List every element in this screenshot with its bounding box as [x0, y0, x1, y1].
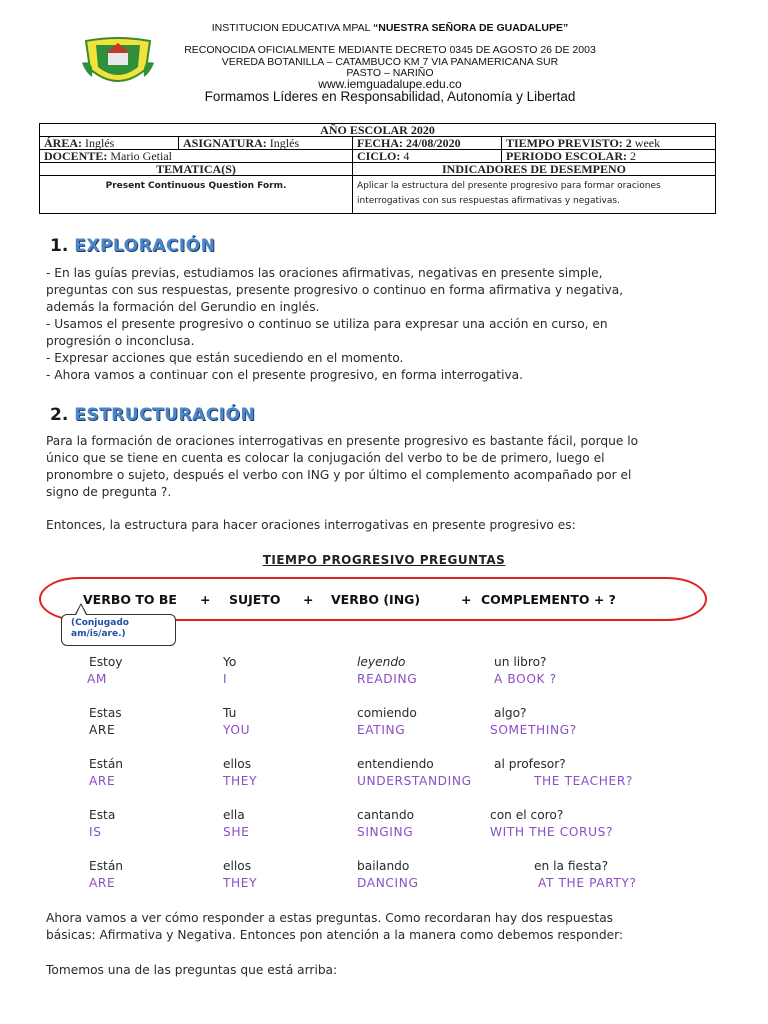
example-subject-en: I: [223, 672, 228, 686]
paragraph-line: preguntas con sus respuestas, presente progresivo o continuo en forma afirmativa y negativa,: [46, 283, 624, 297]
paragraph-line: - En las guías previas, estudiamos las oraciones afirmativas, negativas en presente simple,: [46, 266, 603, 280]
example-gerund-en: DANCING: [357, 876, 419, 890]
example-subject-es: ellos: [223, 859, 252, 873]
example-verb-en: ARE: [89, 723, 116, 737]
example-gerund-en: READING: [357, 672, 418, 686]
section-2-body: [46, 433, 736, 501]
section-2-number: 2.: [50, 405, 69, 425]
example-gerund-es: comiendo: [357, 706, 417, 720]
period-cell: PERIODO ESCOLAR: 2: [502, 150, 716, 163]
section-1-title: EXPLORACIÓN: [74, 236, 216, 256]
date-cell: FECHA: 24/08/2020: [353, 137, 502, 150]
paragraph-line: Tomemos una de las preguntas que está arriba:: [46, 963, 338, 977]
example-complement-es: con el coro?: [490, 808, 564, 822]
course-info-table: [39, 123, 716, 214]
indicator-cell: Aplicar la estructura del presente progresivo para formar oraciones interrogativas con sus respuestas afirmativas y negativas.: [353, 176, 716, 214]
example-complement-en: THE TEACHER?: [534, 774, 633, 788]
example-complement-en: A BOOK ?: [494, 672, 557, 686]
example-gerund-es: entendiendo: [357, 757, 434, 771]
callout-tail-fill: [76, 605, 86, 615]
formula-plus: +: [461, 592, 472, 607]
example-verb-es: Estoy: [89, 655, 123, 669]
website-link[interactable]: www.iemguadalupe.edu.co: [318, 77, 462, 91]
address-line: VEREDA BOTANILLA – CATAMBUCO KM 7 VIA PANAMERICANA SUR: [221, 56, 559, 68]
paragraph-line: además la formación del Gerundio en inglés.: [46, 300, 320, 314]
section-1-heading: [50, 236, 215, 256]
example-gerund-en: SINGING: [357, 825, 414, 839]
example-verb-en: ARE: [89, 774, 116, 788]
structure-title: TIEMPO PROGRESIVO PREGUNTAS: [262, 553, 506, 567]
example-complement-es: algo?: [494, 706, 527, 720]
cycle-cell: CICLO: 4: [353, 150, 502, 163]
formula-verb-ing: VERBO (ING): [331, 592, 421, 607]
section-1-body: [46, 265, 736, 384]
school-crest-logo: [82, 33, 154, 91]
example-complement-en: WITH THE CORUS?: [490, 825, 614, 839]
paragraph-line: Entonces, la estructura para hacer oraciones interrogativas en presente progresivo es:: [46, 518, 576, 532]
section-1-number: 1.: [50, 236, 69, 256]
example-verb-en: ARE: [89, 876, 116, 890]
example-verb-es: Están: [89, 757, 124, 771]
subject-cell: ASIGNATURA: Inglés: [179, 137, 353, 150]
example-complement-es: al profesor?: [494, 757, 566, 771]
example-gerund-es: bailando: [357, 859, 410, 873]
section-2-title: ESTRUCTURACIÓN: [74, 405, 256, 425]
area-cell: ÁREA: Inglés: [40, 137, 179, 150]
paragraph-line: - Expresar acciones que están sucediendo en el momento.: [46, 351, 404, 365]
formula-complement: COMPLEMENTO + ?: [481, 592, 616, 607]
example-verb-es: Estas: [89, 706, 122, 720]
example-complement-en: AT THE PARTY?: [538, 876, 637, 890]
example-gerund-es: leyendo: [357, 655, 406, 669]
time-cell: TIEMPO PREVISTO: 2 week: [502, 137, 716, 150]
example-subject-es: ellos: [223, 757, 252, 771]
indicators-header: INDICADORES DE DESEMPENO: [353, 163, 716, 176]
example-subject-es: Tu: [223, 706, 237, 720]
example-gerund-es: cantando: [357, 808, 415, 822]
structure-intro: [46, 517, 736, 534]
teacher-cell: DOCENTE: Mario Getial: [40, 150, 353, 163]
example-subject-en: THEY: [223, 876, 258, 890]
example-complement-es: un libro?: [494, 655, 547, 669]
paragraph-line: signo de pregunta ?.: [46, 485, 172, 499]
example-complement-es: en la fiesta?: [534, 859, 609, 873]
school-motto: Formamos Líderes en Responsabilidad, Autonomía y Libertad: [204, 89, 576, 104]
example-verb-es: Están: [89, 859, 124, 873]
example-subject-en: YOU: [223, 723, 251, 737]
example-gerund-en: UNDERSTANDING: [357, 774, 472, 788]
formula-plus: +: [200, 592, 211, 607]
paragraph-line: Ahora vamos a ver cómo responder a estas preguntas. Como recordaran hay dos respuestas: [46, 911, 614, 925]
example-gerund-en: EATING: [357, 723, 406, 737]
example-subject-es: ella: [223, 808, 245, 822]
city-line: PASTO – NARIÑO: [346, 67, 434, 79]
section-2-heading: [50, 405, 255, 425]
closing-body: [46, 910, 736, 944]
example-verb-es: Esta: [89, 808, 116, 822]
conjugation-callout: [61, 614, 176, 646]
formula-plus: +: [303, 592, 314, 607]
paragraph-line: básicas: Afirmativa y Negativa. Entonces pon atención a la manera como debemos responder:: [46, 928, 624, 942]
school-year-cell: AÑO ESCOLAR 2020: [40, 124, 716, 137]
example-complement-en: SOMETHING?: [490, 723, 577, 737]
school-name-line: INSTITUCION EDUCATIVA MPAL “NUESTRA SEÑORA DE GUADALUPE”: [211, 22, 569, 34]
example-verb-en: AM: [87, 672, 108, 686]
paragraph-line: único que se tiene en cuenta es colocar la conjugación del verbo to be de primero, luego el: [46, 451, 605, 465]
topic-cell: Present Continuous Question Form.: [40, 176, 353, 214]
decree-line: RECONOCIDA OFICIALMENTE MEDIANTE DECRETO 0345 DE AGOSTO 26 DE 2003: [184, 44, 596, 56]
topics-header: TEMATICA(S): [40, 163, 353, 176]
closing-last: [46, 962, 736, 979]
example-subject-en: THEY: [223, 774, 258, 788]
example-subject-en: SHE: [223, 825, 250, 839]
example-subject-es: Yo: [223, 655, 237, 669]
paragraph-line: Para la formación de oraciones interrogativas en presente progresivo es bastante fácil, porque lo: [46, 434, 639, 448]
paragraph-line: - Ahora vamos a continuar con el presente progresivo, en forma interrogativa.: [46, 368, 524, 382]
paragraph-line: progresión o inconclusa.: [46, 334, 195, 348]
callout-line: (Conjugado: [71, 618, 129, 628]
paragraph-line: pronombre o sujeto, después el verbo con ING y por último el complemento acompañado por el: [46, 468, 632, 482]
example-verb-en: IS: [89, 825, 102, 839]
paragraph-line: - Usamos el presente progresivo o continuo se utiliza para expresar una acción en curso, en: [46, 317, 608, 331]
formula-verb-to-be: VERBO TO BE: [83, 592, 177, 607]
formula-subject: SUJETO: [229, 592, 281, 607]
callout-line: am/is/are.): [71, 629, 126, 639]
